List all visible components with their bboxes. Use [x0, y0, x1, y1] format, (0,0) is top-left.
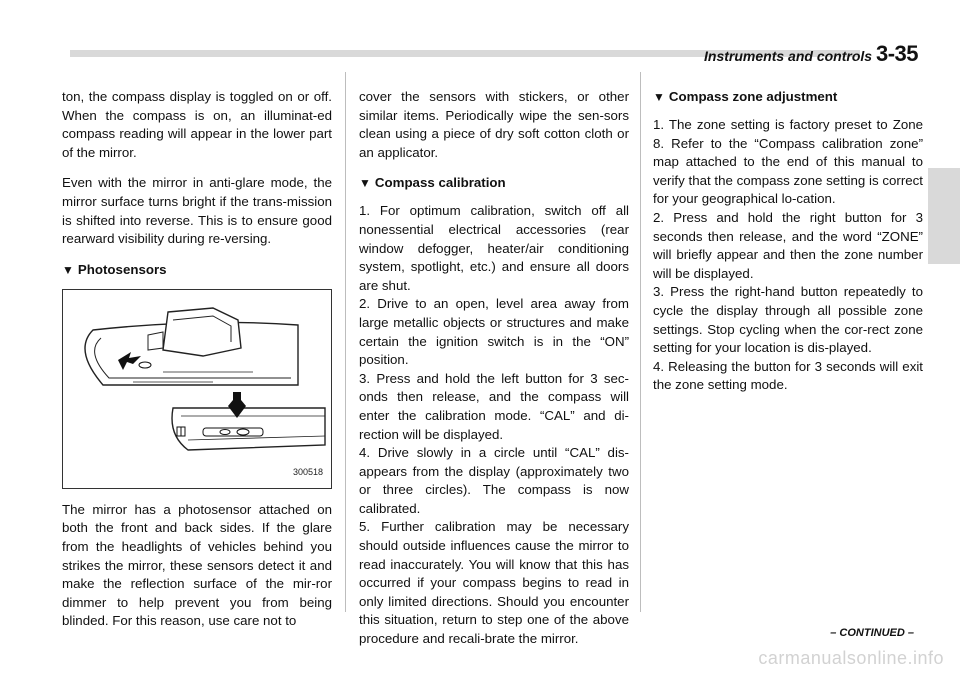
paragraph: cover the sensors with stickers, or other similar items. Periodically wipe the sen-sors clean using a piece of dry soft cotton cloth or an applicator. — [359, 89, 629, 160]
column-2 — [359, 88, 629, 649]
photosensor-figure — [62, 289, 332, 489]
mirror-illustration — [63, 290, 331, 488]
triangle-marker-icon: ▼ — [359, 176, 371, 191]
paragraph: ton, the compass display is toggled on or off. When the compass is on, an illuminat-ed compass reading will appear in the lower part of the mirror. — [62, 89, 332, 160]
column-divider — [640, 72, 641, 612]
section-title: Instruments and controls — [704, 48, 873, 64]
zone-step: 1. The zone setting is factory preset to Zone 8. Refer to the “Compass calibration zone” map attached to the end of this manual to verify that the compass zone setting is correct for your geographical lo-cation. — [653, 117, 923, 207]
chapter-tab — [928, 168, 960, 264]
watermark: carmanualsonline.info — [758, 648, 944, 668]
calibration-step: 5. Further calibration may be necessary should outside influences cause the mirror to read inaccurately. You will know that this has occurred if your compass begins to read in only limited directions. Should you encounter this situation, return to step one of the above procedure and recali-brate the mirror. — [359, 519, 629, 647]
zone-step: 4. Releasing the button for 3 seconds will exit the zone setting mode. — [653, 358, 923, 393]
zone-step: 3. Press the right-hand button repeatedly to cycle the display through all possible zone settings. Stop cycling when the cor-rect zone setting for your location is dis-played. — [653, 284, 923, 356]
column-1 — [62, 88, 332, 631]
calibration-step: 4. Drive slowly in a circle until “CAL” dis-appears from the display (approximately two or three circles). The compass is now calibrated. — [359, 445, 629, 516]
column-3 — [653, 88, 923, 395]
calibration-step: 2. Drive to an open, level area away from large metallic objects or structures and make certain the ignition switch is in the “ON” position. — [359, 296, 629, 368]
triangle-marker-icon: ▼ — [653, 90, 665, 104]
page-number: 3-35 — [875, 41, 918, 66]
section-heading: ▼ Photosensors — [62, 261, 167, 277]
column-divider — [345, 72, 346, 612]
figure-code: 300518 — [292, 467, 323, 478]
calibration-step: 3. Press and hold the left button for 3 sec-onds then release, and the compass will enter the calibration mode. “CAL” and di-rection will be displayed. — [359, 370, 629, 442]
triangle-marker-icon: ▼ — [62, 262, 74, 277]
calibration-step: 1. For optimum calibration, switch off all nonessential electrical accessories (rear window defogger, heater/air conditioning system, spotlight, etc.) and ensure all doors are shut. — [359, 203, 629, 293]
section-heading: ▼ Compass zone adjustment — [653, 89, 838, 104]
paragraph: The mirror has a photosensor attached on both the front and back sides. If the glare from the headlights of vehicles behind you strikes the mirror, these sensors detect it and make the reflection surface of the mir-ror dimmer to help prevent you from being blinded. For this reason, use care not to — [62, 501, 332, 629]
running-header — [704, 41, 918, 67]
continued-label: – CONTINUED – — [830, 627, 914, 639]
paragraph: Even with the mirror in anti-glare mode, the mirror surface turns bright if the trans-mission is shifted into reverse. This is to ensure good rearward visibility during re-versing. — [62, 175, 332, 247]
zone-step: 2. Press and hold the right button for 3 seconds then release, and the word “ZONE” will briefly appear and then the zone number will be displayed. — [653, 209, 923, 281]
section-heading: ▼ Compass calibration — [359, 175, 506, 191]
